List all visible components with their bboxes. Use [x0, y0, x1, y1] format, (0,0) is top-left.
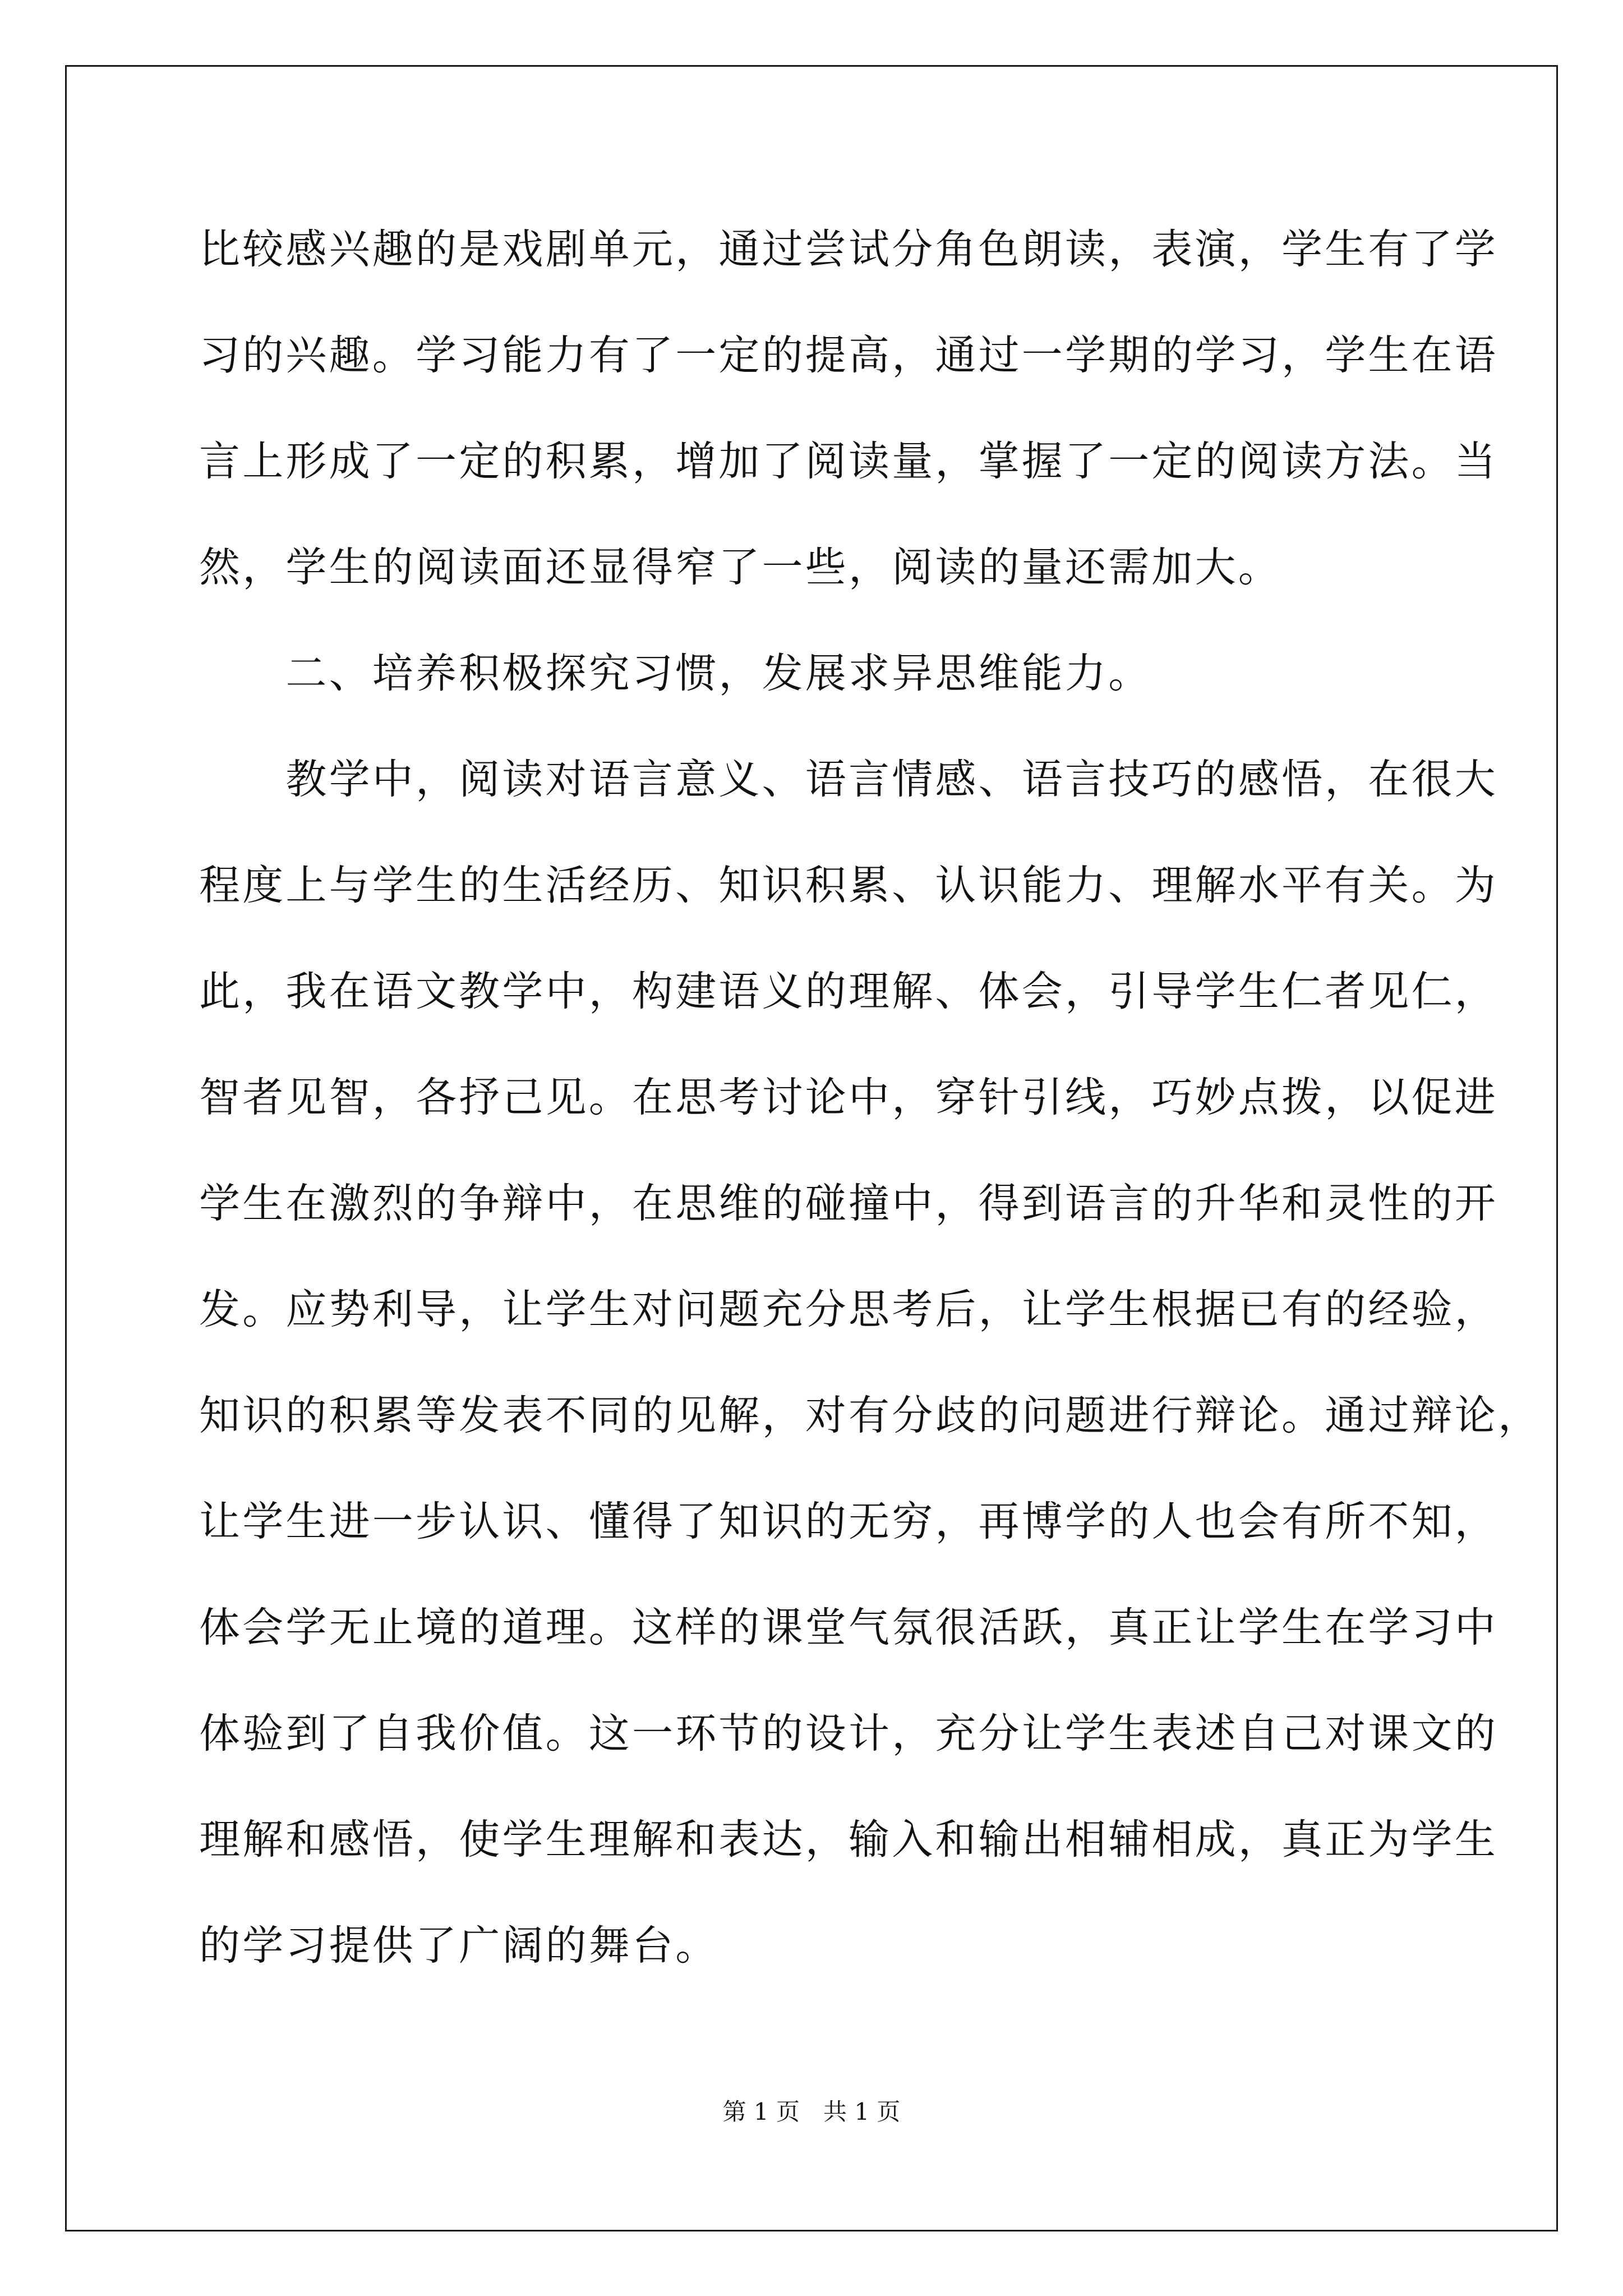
text-line: 然，学生的阅读面还显得窄了一些，阅读的量还需加大。 — [199, 544, 1281, 591]
section-heading: 二、培养积极探究习惯，发展求异思维能力。 — [199, 650, 1152, 697]
text-line: 体验到了自我价值。这一环节的设计，充分让学生表述自己对课文的 — [199, 1710, 1498, 1757]
text-line: 体会学无止境的道理。这样的课堂气氛很活跃，真正让学生在学习中 — [199, 1604, 1498, 1651]
text-line: 智者见智，各抒己见。在思考讨论中，穿针引线，巧妙点拨，以促进 — [199, 1074, 1498, 1121]
text-line: 程度上与学生的生活经历、知识积累、认识能力、理解水平有关。为 — [199, 862, 1498, 909]
text-line: 习的兴趣。学习能力有了一定的提高，通过一学期的学习，学生在语 — [199, 332, 1498, 379]
text-line: 言上形成了一定的积累，增加了阅读量，掌握了一定的阅读方法。当 — [199, 438, 1498, 485]
text-line: 教学中，阅读对语言意义、语言情感、语言技巧的感悟，在很大 — [199, 756, 1498, 803]
text-line: 学生在激烈的争辩中，在思维的碰撞中，得到语言的升华和灵性的开 — [199, 1180, 1498, 1227]
page-number-footer: 第 1 页 共 1 页 — [722, 2098, 901, 2125]
text-line: 比较感兴趣的是戏剧单元，通过尝试分角色朗读，表演，学生有了学 — [199, 226, 1498, 273]
text-line: 的学习提供了广阔的舞台。 — [199, 1922, 719, 1970]
text-line: 发。应势利导，让学生对问题充分思考后，让学生根据已有的经验， — [199, 1286, 1498, 1333]
text-line: 此，我在语文教学中，构建语义的理解、体会，引导学生仁者见仁， — [199, 968, 1498, 1015]
text-line: 知识的积累等发表不同的见解，对有分歧的问题进行辩论。通过辩论， — [199, 1392, 1542, 1439]
text-line: 理解和感悟，使学生理解和表达，输入和输出相辅相成，真正为学生 — [199, 1816, 1498, 1864]
document-body — [199, 196, 1542, 1999]
text-line: 让学生进一步认识、懂得了知识的无穷，再博学的人也会有所不知， — [199, 1498, 1498, 1545]
